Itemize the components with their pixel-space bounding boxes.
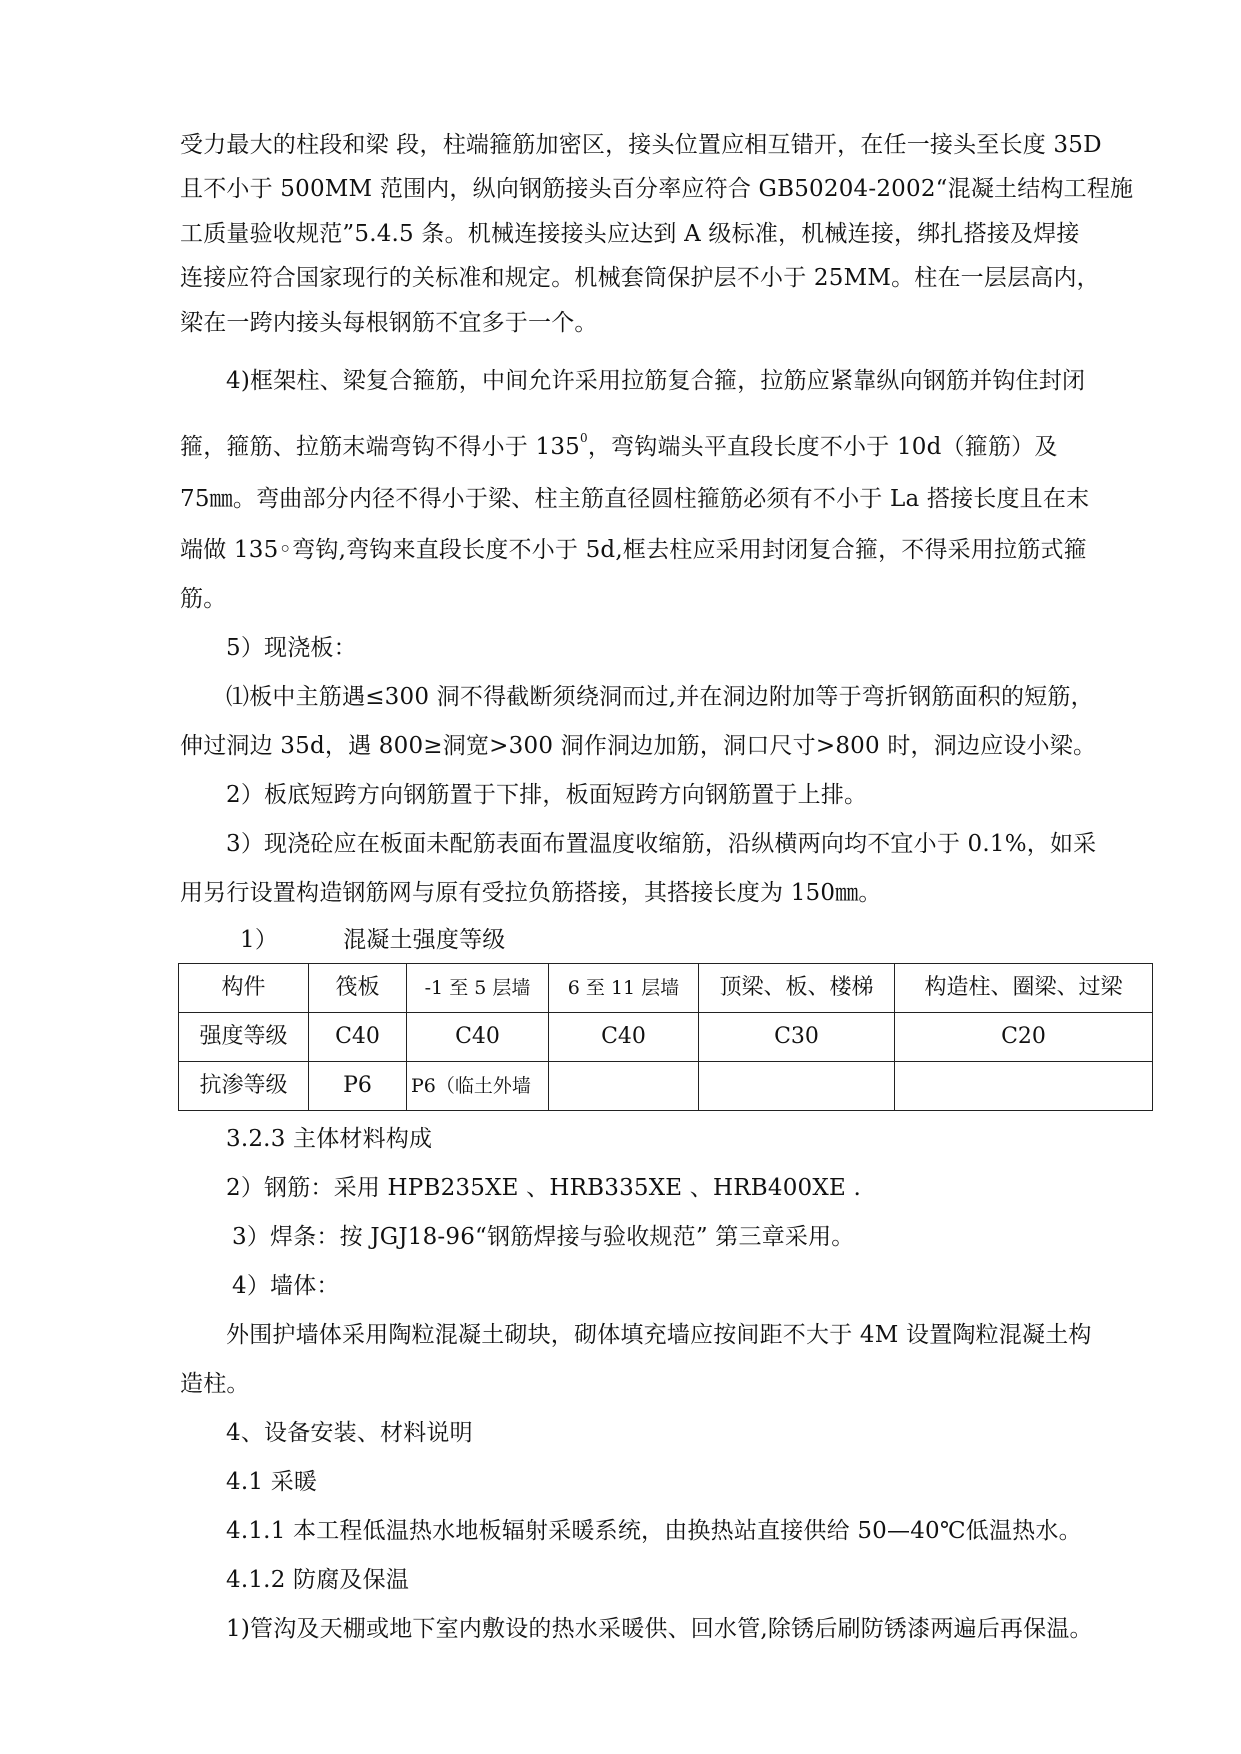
degree-superscript: 0	[580, 431, 588, 445]
section-heading: 5）现浇板：	[226, 635, 357, 661]
body-text-line: 伸过洞边 35d，遇 800≥洞宽>300 洞作洞边加筋，洞口尺寸>800 时，洞边应设小梁。	[180, 733, 1097, 759]
text-segment: ，弯钩端头平直段长度不小于 10d（箍筋）及	[587, 434, 1058, 460]
table-cell: C30	[699, 1013, 895, 1062]
body-text-line: 连接应符合国家现行的关标准和规定。机械套筒保护层不小于 25MM。柱在一层层高内，	[180, 265, 1100, 291]
table-cell	[895, 1062, 1153, 1111]
section-heading: 4、设备安装、材料说明	[226, 1420, 473, 1446]
section-heading: 3.2.3 主体材料构成	[226, 1126, 433, 1152]
table-caption-number: 1）	[240, 927, 279, 953]
table-cell: C40	[407, 1013, 549, 1062]
body-text-line: 用另行设置构造钢筋网与原有受拉负筋搭接，其搭接长度为 150㎜。	[180, 880, 882, 906]
body-text-line: 外围护墙体采用陶粒混凝土砌块，砌体填充墙应按间距不大于 4M 设置陶粒混凝土构	[226, 1322, 1092, 1348]
body-text-line: 3）现浇砼应在板面未配筋表面布置温度收缩筋，沿纵横两向均不宜小于 0.1%，如采	[226, 831, 1097, 857]
body-text-line: 端做 135◦弯钩,弯钩来直段长度不小于 5d,框去柱应采用封闭复合箍，不得采用拉筋式箍	[180, 537, 1087, 563]
table-cell	[699, 1062, 895, 1111]
body-text-line: 4)框架柱、梁复合箍筋，中间允许采用拉筋复合箍，拉筋应紧靠纵向钢筋并钩住封闭	[226, 368, 1086, 394]
table-row	[179, 1013, 1153, 1062]
table-header-row	[179, 964, 1153, 1013]
table-cell	[549, 1062, 699, 1111]
table-header-cell: 筏板	[309, 964, 407, 1013]
table-header-cell: 6 至 11 层墙	[549, 964, 699, 1013]
body-text-line: 1)管沟及天棚或地下室内敷设的热水采暖供、回水管,除锈后刷防锈漆两遍后再保温。	[226, 1616, 1093, 1642]
table-cell: 强度等级	[179, 1013, 309, 1062]
concrete-grade-table	[178, 963, 1152, 1111]
table-caption	[240, 925, 505, 955]
table-cell: C20	[895, 1013, 1153, 1062]
body-text-line: 75㎜。弯曲部分内径不得小于梁、柱主筋直径圆柱箍筋必须有不小于 La 搭接长度且在末	[180, 486, 1090, 512]
body-text-line: 造柱。	[180, 1371, 250, 1397]
table-cell: P6（临土外墙	[407, 1062, 549, 1111]
table-header-cell: -1 至 5 层墙	[407, 964, 549, 1013]
table-cell: C40	[309, 1013, 407, 1062]
text-segment: 箍，箍筋、拉筋末端弯钩不得小于 135	[180, 434, 581, 460]
body-text-line: 工质量验收规范”5.4.5 条。机械连接接头应达到 A 级标准，机械连接，绑扎搭接及焊接	[180, 221, 1080, 247]
section-heading: 4.1 采暖	[226, 1469, 318, 1495]
body-text-line: 4.1.1 本工程低温热水地板辐射采暖系统，由换热站直接供给 50—40℃低温热水。	[226, 1518, 1082, 1544]
body-text-line: 梁在一跨内接头每根钢筋不宜多于一个。	[180, 310, 598, 336]
table-cell: P6	[309, 1062, 407, 1111]
body-text-line: 筋。	[180, 586, 227, 612]
table-row	[179, 1062, 1153, 1111]
table-header-cell: 构造柱、圈梁、过梁	[895, 964, 1153, 1013]
body-text-line: ⑴板中主筋遇≤300 洞不得截断须绕洞而过,并在洞边附加等于弯折钢筋面积的短筋，	[226, 684, 1094, 710]
table-cell: 抗渗等级	[179, 1062, 309, 1111]
body-text-line: 2）钢筋：采用 HPB235XE 、HRB335XE 、HRB400XE .	[226, 1175, 861, 1201]
body-text-line-with-superscript	[180, 432, 1058, 465]
table-caption-title: 混凝土强度等级	[343, 927, 506, 953]
body-text-line: 且不小于 500MM 范围内，纵向钢筋接头百分率应符合 GB50204-2002“混凝土结构工程施	[180, 176, 1134, 202]
table-header-cell: 顶梁、板、楼梯	[699, 964, 895, 1013]
body-text-line: 2）板底短跨方向钢筋置于下排，板面短跨方向钢筋置于上排。	[226, 782, 868, 808]
body-text-line: 受力最大的柱段和梁 段，柱端箍筋加密区，接头位置应相互错开，在任一接头至长度 35D	[180, 132, 1102, 158]
body-text-line: 3）焊条：按 JGJ18-96“钢筋焊接与验收规范” 第三章采用。	[232, 1224, 855, 1250]
table-header-cell: 构件	[179, 964, 309, 1013]
table-cell: C40	[549, 1013, 699, 1062]
section-heading: 4）墙体：	[232, 1273, 340, 1299]
section-heading: 4.1.2 防腐及保温	[226, 1567, 410, 1593]
